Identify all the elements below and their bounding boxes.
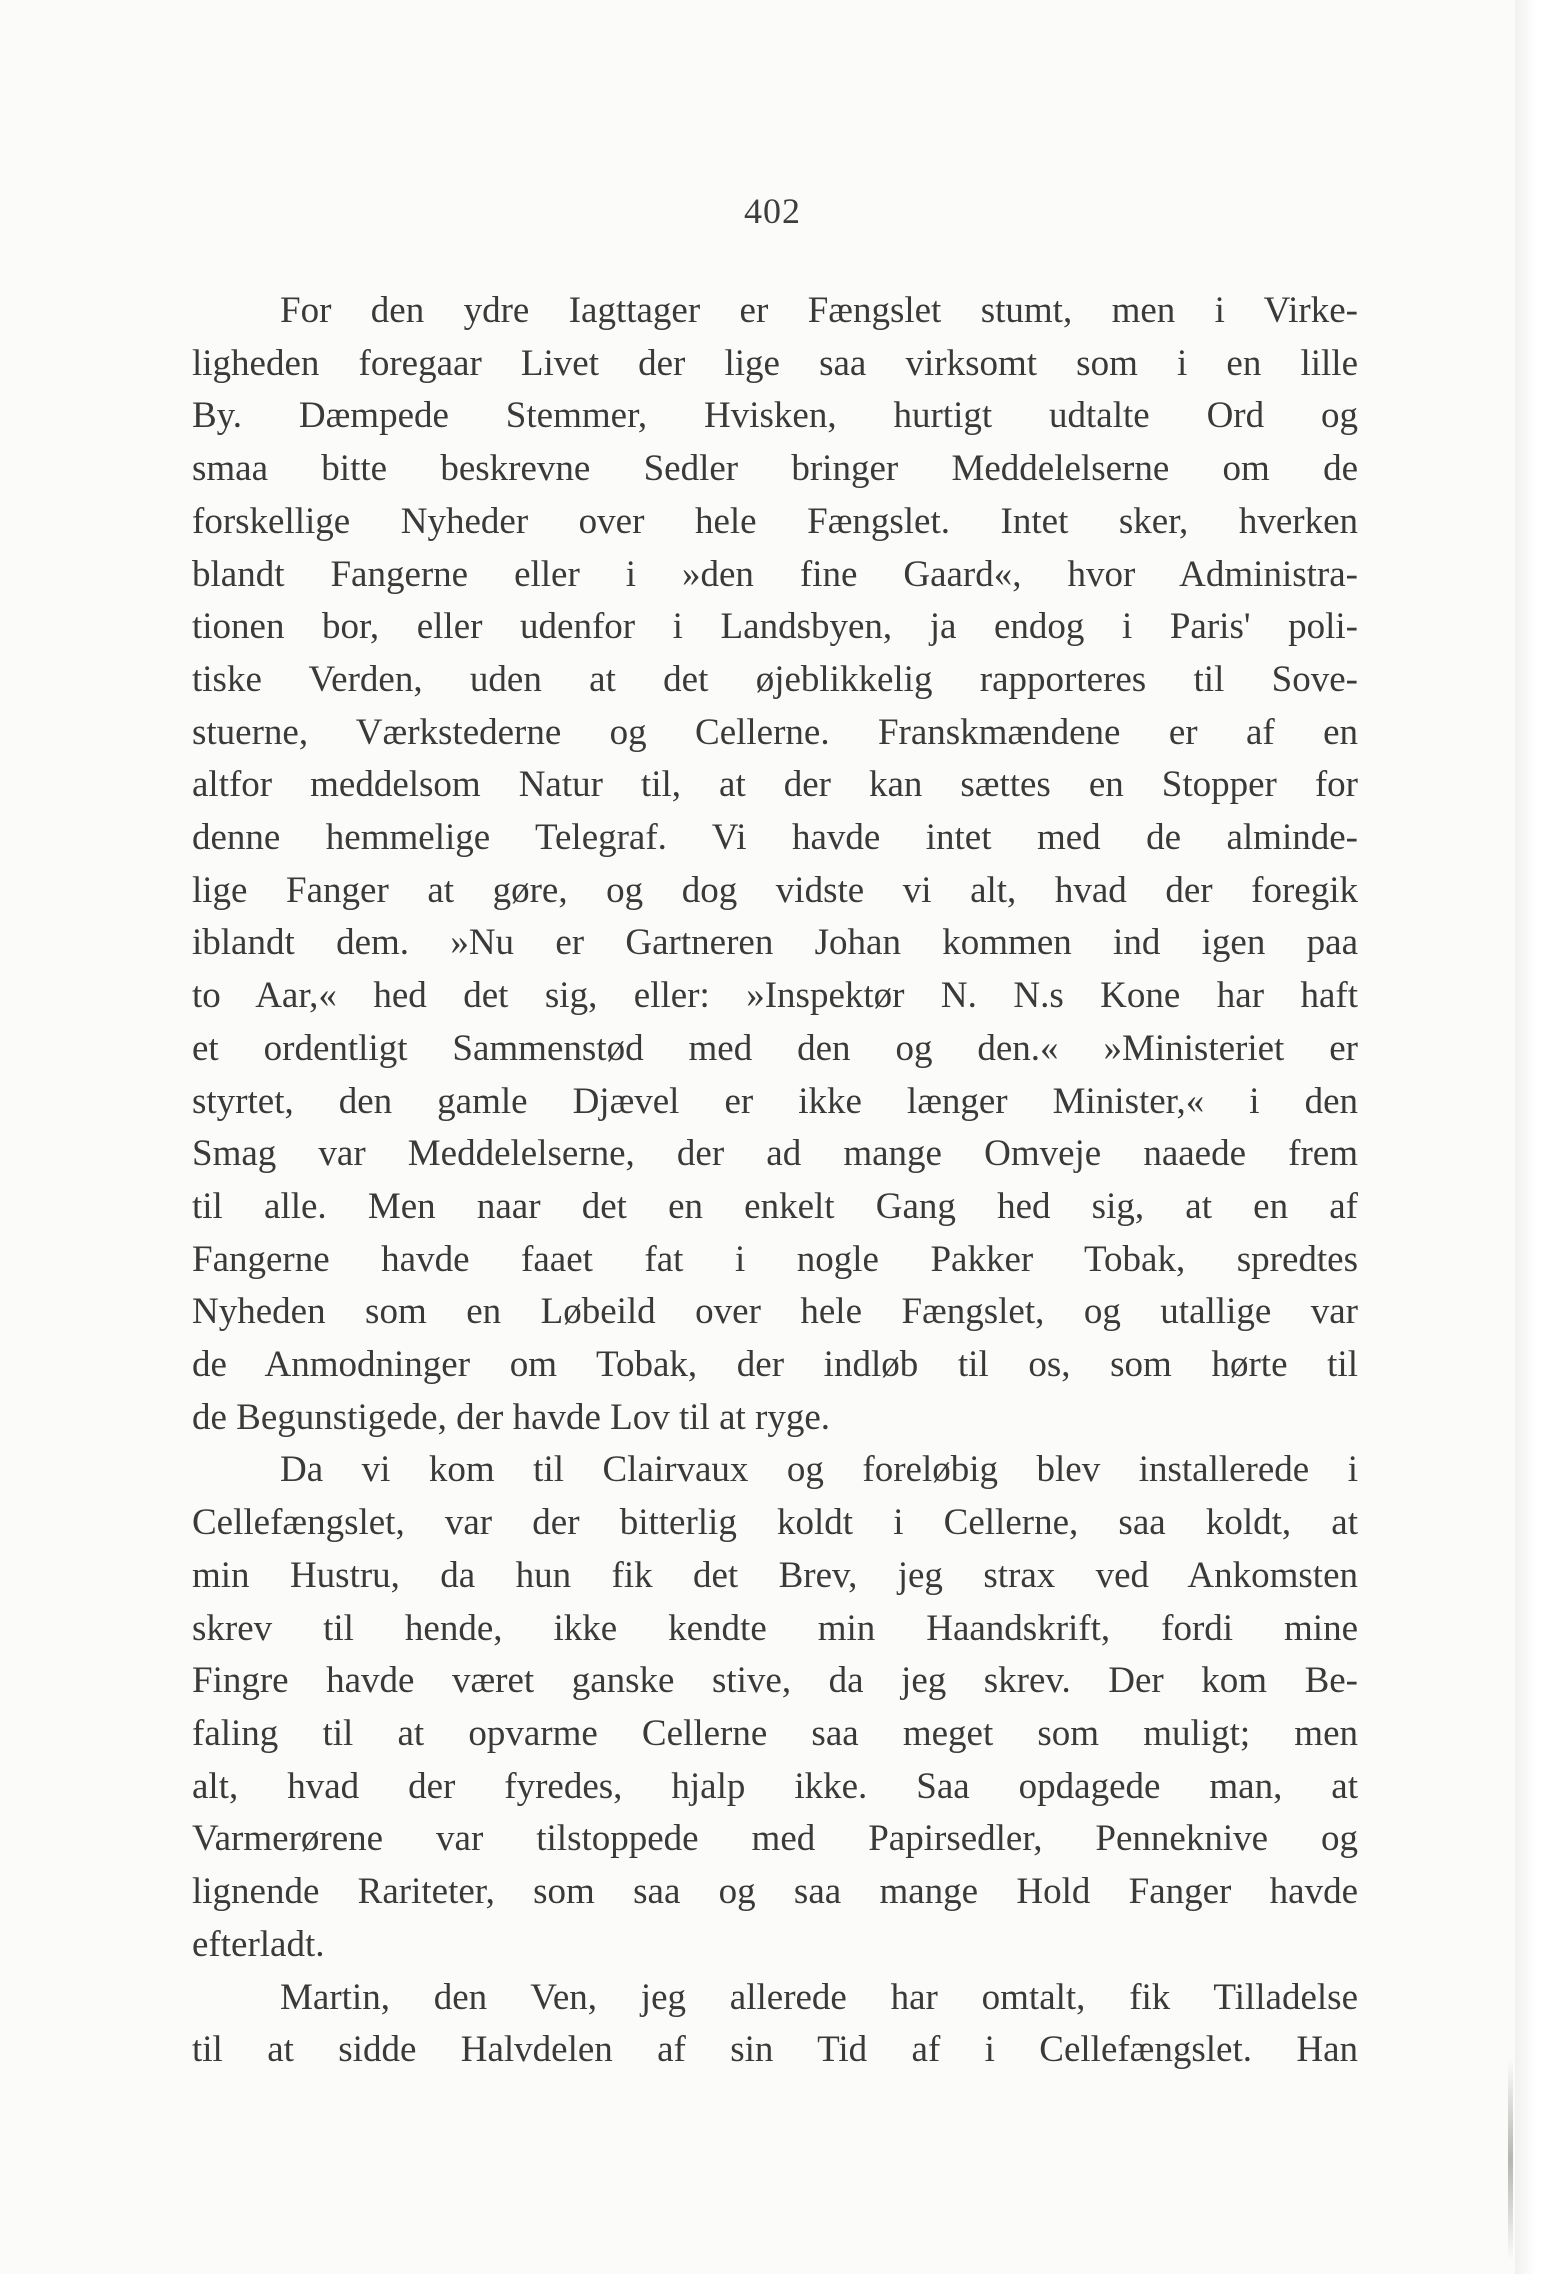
text-line: Fingre havde været ganske stive, da jeg skrev. Der kom Be- bbox=[192, 1660, 1358, 1702]
text-line: Cellefængslet, var der bitterlig koldt i Cellerne, saa koldt, at bbox=[192, 1502, 1358, 1544]
text-line: til alle. Men naar det en enkelt Gang hed sig, at en af bbox=[192, 1185, 1358, 1227]
text-line: For den ydre Iagttager er Fængslet stumt, men i Virke- bbox=[280, 290, 1358, 331]
text-line: de Begunstigede, der havde Lov til at ryge. bbox=[192, 1396, 831, 1438]
text-line: tionen bor, eller udenfor i Landsbyen, ja endog i Paris' poli- bbox=[192, 606, 1358, 648]
text-line: Varmerørene var tilstoppede med Papirsedler, Penneknive og bbox=[192, 1818, 1358, 1860]
text-line: et ordentligt Sammenstød med den og den.« »Ministeriet er bbox=[192, 1027, 1358, 1069]
text-line: faling til at opvarme Cellerne saa meget som muligt; men bbox=[192, 1712, 1358, 1754]
binding-shadow bbox=[1508, 2060, 1513, 2260]
text-line: denne hemmelige Telegraf. Vi havde intet med de alminde- bbox=[192, 817, 1358, 859]
text-line: styrtet, den gamle Djævel er ikke længer Minister,« i den bbox=[192, 1080, 1358, 1122]
page-number: 402 bbox=[744, 191, 801, 231]
text-line: min Hustru, da hun fik det Brev, jeg strax ved Ankomsten bbox=[192, 1554, 1358, 1596]
text-line: stuerne, Værkstederne og Cellerne. Franskmændene er af en bbox=[192, 711, 1358, 753]
text-line: alt, hvad der fyredes, hjalp ikke. Saa opdagede man, at bbox=[192, 1765, 1358, 1807]
text-line: Martin, den Ven, jeg allerede har omtalt, fik Tilladelse bbox=[280, 1976, 1358, 2018]
text-line: lignende Rariteter, som saa og saa mange Hold Fanger havde bbox=[192, 1871, 1358, 1913]
text-line: tiske Verden, uden at det øjeblikkelig rapporteres til Sove- bbox=[192, 658, 1358, 700]
text-line: lige Fanger at gøre, og dog vidste vi alt, hvad der foregik bbox=[192, 869, 1358, 911]
text-line: blandt Fangerne eller i »den fine Gaard«, hvor Administra- bbox=[192, 553, 1358, 595]
text-line: Nyheden som en Løbeild over hele Fængslet, og utallige var bbox=[192, 1291, 1358, 1333]
text-line: Smag var Meddelelserne, der ad mange Omveje naaede frem bbox=[192, 1133, 1358, 1175]
text-line: ligheden foregaar Livet der lige saa virksomt som i en lille bbox=[192, 342, 1358, 384]
text-line: iblandt dem. »Nu er Gartneren Johan kommen ind igen paa bbox=[192, 922, 1358, 964]
text-line: til at sidde Halvdelen af sin Tid af i Cellefængslet. Han bbox=[192, 2029, 1358, 2071]
text-line: forskellige Nyheder over hele Fængslet. Intet sker, hverken bbox=[192, 500, 1358, 542]
text-line: skrev til hende, ikke kendte min Haandskrift, fordi mine bbox=[192, 1607, 1358, 1649]
text-line: efterladt. bbox=[192, 1923, 325, 1965]
text-line: altfor meddelsom Natur til, at der kan sættes en Stopper for bbox=[192, 764, 1358, 806]
text-line: smaa bitte beskrevne Sedler bringer Meddelelserne om de bbox=[192, 448, 1358, 490]
text-line: de Anmodninger om Tobak, der indløb til os, som hørte til bbox=[192, 1344, 1358, 1386]
paragraph-3 bbox=[192, 1972, 1358, 2077]
paragraph-1 bbox=[192, 285, 1358, 1444]
body-text bbox=[192, 285, 1358, 2077]
paragraph-2 bbox=[192, 1444, 1358, 1971]
text-line: Da vi kom til Clairvaux og foreløbig blev installerede i bbox=[280, 1449, 1358, 1491]
text-line: Fangerne havde faaet fat i nogle Pakker Tobak, spredtes bbox=[192, 1238, 1358, 1280]
text-line: By. Dæmpede Stemmer, Hvisken, hurtigt udtalte Ord og bbox=[192, 395, 1358, 437]
page-edge bbox=[1515, 0, 1550, 2274]
text-line: to Aar,« hed det sig, eller: »Inspektør N. N.s Kone har haft bbox=[192, 975, 1358, 1017]
